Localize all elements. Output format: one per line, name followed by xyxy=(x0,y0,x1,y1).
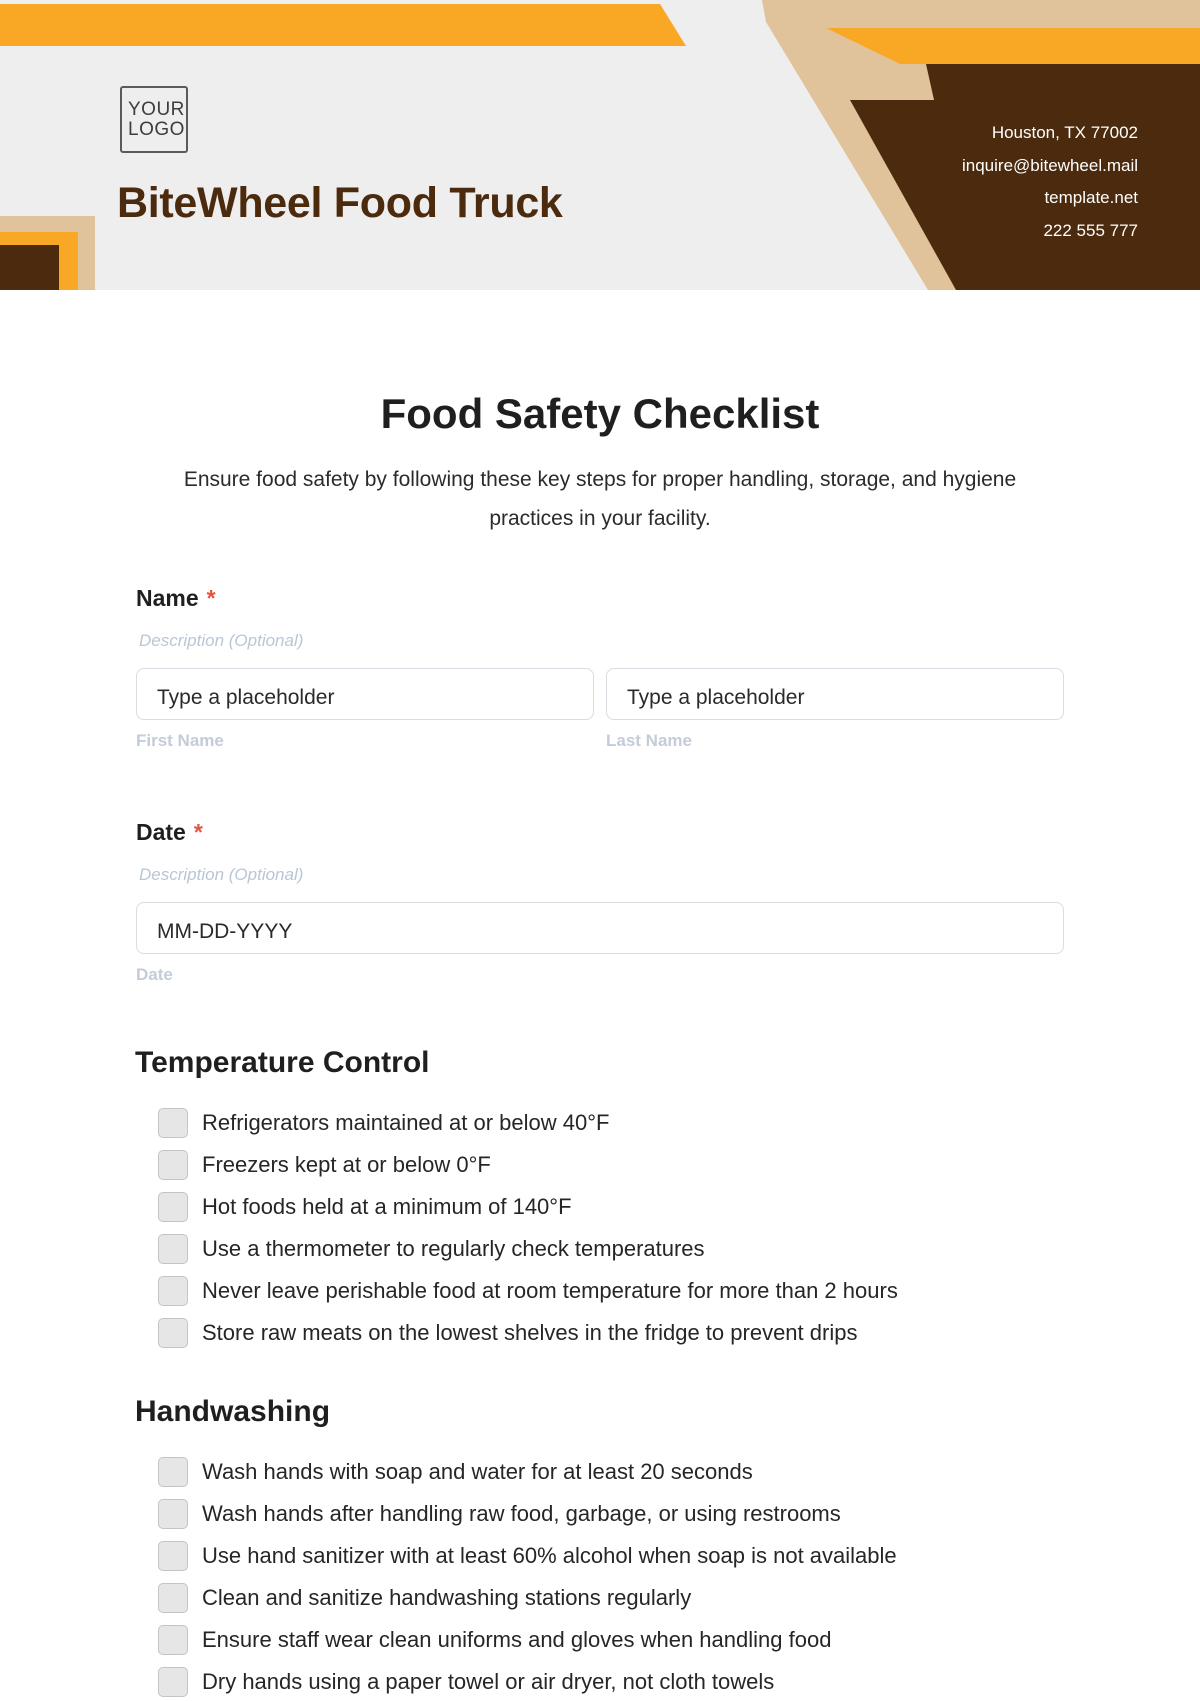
logo-text-line2: LOGO xyxy=(128,118,185,140)
checklist-item[interactable] xyxy=(158,1270,898,1312)
checklist-item[interactable] xyxy=(158,1451,897,1493)
name-field-description: Description (Optional) xyxy=(139,631,304,650)
temperature-control-checklist xyxy=(158,1102,898,1354)
last-name-input[interactable] xyxy=(606,668,1064,720)
checklist-item[interactable] xyxy=(158,1493,897,1535)
checklist-item-text: Clean and sanitize handwashing stations regularly xyxy=(202,1585,692,1610)
date-field-description: Description (Optional) xyxy=(139,865,304,884)
checklist-item-text: Dry hands using a paper towel or air dryer, not cloth towels xyxy=(202,1669,775,1694)
checklist-item-text: Use a thermometer to regularly check temperatures xyxy=(202,1236,705,1261)
checklist-item[interactable] xyxy=(158,1619,897,1661)
name-field-label xyxy=(136,585,216,612)
checkbox[interactable] xyxy=(158,1667,188,1697)
section-title-temperature-control: Temperature Control xyxy=(135,1046,430,1079)
checklist-item[interactable] xyxy=(158,1102,898,1144)
checklist-item-text: Freezers kept at or below 0°F xyxy=(202,1152,491,1177)
contact-info xyxy=(962,117,1138,247)
date-sublabel: Date xyxy=(136,965,173,984)
last-name-placeholder: Type a placeholder xyxy=(627,686,805,709)
checkbox[interactable] xyxy=(158,1583,188,1613)
checkbox[interactable] xyxy=(158,1276,188,1306)
checkbox[interactable] xyxy=(158,1499,188,1529)
checklist-item[interactable] xyxy=(158,1186,898,1228)
date-placeholder: MM-DD-YYYY xyxy=(157,920,293,943)
checkbox[interactable] xyxy=(158,1541,188,1571)
section-title-handwashing: Handwashing xyxy=(135,1395,331,1428)
header-banner xyxy=(0,0,1200,290)
checklist-item-text: Wash hands after handling raw food, garbage, or using restrooms xyxy=(202,1501,841,1526)
checklist-item-text: Use hand sanitizer with at least 60% alcohol when soap is not available xyxy=(202,1543,897,1568)
contact-website: template.net xyxy=(1044,188,1138,207)
last-name-sublabel: Last Name xyxy=(606,731,692,750)
first-name-placeholder: Type a placeholder xyxy=(157,686,335,709)
contact-email: inquire@bitewheel.mail xyxy=(961,155,1138,175)
handwashing-checklist xyxy=(158,1451,897,1701)
date-input[interactable] xyxy=(136,902,1064,954)
checkbox[interactable] xyxy=(158,1318,188,1348)
checklist-item-text: Hot foods held at a minimum of 140°F xyxy=(202,1194,572,1219)
date-field-label xyxy=(136,819,203,846)
checklist-item-text: Ensure staff wear clean uniforms and gloves when handling food xyxy=(202,1627,832,1652)
company-logo xyxy=(120,86,188,153)
checkbox[interactable] xyxy=(158,1625,188,1655)
checklist-item[interactable] xyxy=(158,1535,897,1577)
checklist-item-text: Refrigerators maintained at or below 40°F xyxy=(202,1110,610,1135)
required-asterisk: * xyxy=(206,585,216,611)
checklist-item[interactable] xyxy=(158,1228,898,1270)
checklist-item-text: Store raw meats on the lowest shelves in the fridge to prevent drips xyxy=(202,1320,858,1345)
checklist-item[interactable] xyxy=(158,1312,898,1354)
contact-address: Houston, TX 77002 xyxy=(991,123,1138,142)
checklist-item[interactable] xyxy=(158,1577,897,1619)
checklist-item[interactable] xyxy=(158,1144,898,1186)
first-name-sublabel: First Name xyxy=(136,731,224,750)
checkbox[interactable] xyxy=(158,1192,188,1222)
checkbox[interactable] xyxy=(158,1150,188,1180)
date-label-text: Date xyxy=(136,819,186,845)
first-name-input[interactable] xyxy=(136,668,594,720)
page-subtitle: Ensure food safety by following these key steps for proper handling, storage, and hygiene practices in your facility. xyxy=(183,468,1017,530)
checkbox[interactable] xyxy=(158,1234,188,1264)
company-name: BiteWheel Food Truck xyxy=(117,179,563,227)
checklist-item[interactable] xyxy=(158,1661,897,1701)
required-asterisk: * xyxy=(193,819,203,845)
checklist-item-text: Never leave perishable food at room temperature for more than 2 hours xyxy=(202,1278,898,1303)
contact-phone: 222 555 777 xyxy=(1043,220,1138,240)
logo-text-line1: YOUR xyxy=(128,98,185,120)
name-label-text: Name xyxy=(136,585,199,611)
checkbox[interactable] xyxy=(158,1108,188,1138)
checkbox[interactable] xyxy=(158,1457,188,1487)
checklist-item-text: Wash hands with soap and water for at least 20 seconds xyxy=(202,1459,753,1484)
page-title: Food Safety Checklist xyxy=(380,390,820,437)
